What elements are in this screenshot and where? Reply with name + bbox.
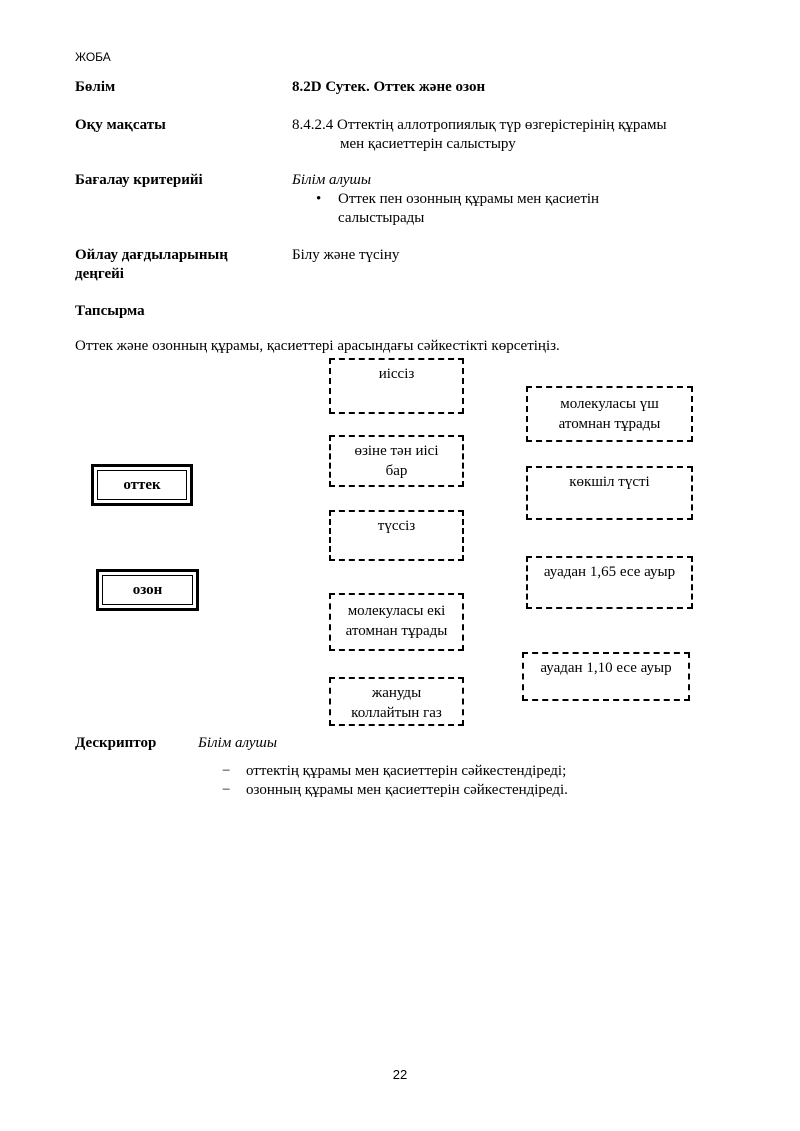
thinking-value: Білу және түсіну: [292, 247, 400, 263]
task-heading: Тапсырма: [75, 303, 145, 319]
property-two-atoms-line1: молекуласы екі: [347, 603, 446, 619]
property-own-smell-line2: бар: [385, 463, 408, 479]
property-three-atoms-line2: атомнан тұрады: [558, 416, 661, 432]
ozone-label: озон: [102, 575, 193, 605]
descriptor-item: [222, 781, 568, 800]
criteria-bullet-line1: Оттек пен озонның құрамы мен қасиетін: [338, 191, 600, 207]
property-colorless-box: [329, 510, 464, 561]
property-two-atoms-box: [329, 593, 464, 651]
property-heavier-110-text: ауадан 1,10 есе ауыр: [540, 660, 672, 676]
property-bluish-box: [526, 466, 693, 520]
descriptor-item-text: оттектің құрамы мен қасиеттерін сәйкестендіреді;: [246, 763, 567, 779]
property-three-atoms-box: [526, 386, 693, 442]
bullet-icon: •: [316, 191, 322, 207]
objective-value-line2: мен қасиеттерін салыстыру: [340, 136, 516, 152]
objective-label: Оқу мақсаты: [75, 117, 166, 133]
task-text: Оттек және озонның құрамы, қасиеттері арасындағы сәйкестікті көрсетіңіз.: [75, 338, 560, 354]
ozone-box: [96, 569, 199, 611]
property-heavier-165-box: [526, 556, 693, 609]
objective-value-line1: 8.4.2.4 Оттектің аллотропиялық түр өзгерістерінің құрамы: [292, 117, 667, 133]
dash-icon: −: [222, 782, 231, 798]
dash-icon: −: [222, 763, 231, 779]
objective-value: [292, 116, 667, 154]
draft-mark: ЖОБА: [75, 50, 111, 64]
property-heavier-110-box: [522, 652, 690, 701]
criteria-label: Бағалау критерийі: [75, 172, 203, 188]
descriptor-subtitle: Білім алушы: [198, 735, 278, 751]
property-odorless-text: иіссіз: [378, 366, 415, 382]
page-number: 22: [392, 1067, 408, 1082]
property-own-smell-line1: өзіне тән иісі: [354, 443, 439, 459]
property-combustion-line1: жануды: [371, 685, 422, 701]
property-heavier-165-text: ауадан 1,65 есе ауыр: [543, 564, 676, 580]
property-odorless-box: [329, 358, 464, 414]
descriptor-label: Дескриптор: [75, 735, 157, 751]
thinking-label-line2: деңгейі: [75, 266, 124, 282]
descriptor-item: [222, 762, 566, 781]
descriptor-item-text: озонның құрамы мен қасиеттерін сәйкестендіреді.: [246, 782, 568, 798]
criteria-bullet-item: [316, 190, 646, 228]
criteria-subtitle: Білім алушы: [292, 172, 372, 188]
oxygen-box: [91, 464, 193, 506]
thinking-label-line1: Ойлау дағдыларының: [75, 247, 228, 263]
property-bluish-text: көкшіл түсті: [569, 474, 650, 490]
criteria-bullet-line2: салыстырады: [338, 210, 425, 226]
section-value: 8.2D Сутек. Оттек және озон: [292, 79, 486, 95]
property-combustion-line2: коллайтын газ: [351, 705, 442, 721]
thinking-label: [75, 246, 228, 284]
property-colorless-text: түссіз: [377, 518, 416, 534]
property-combustion-box: [329, 677, 464, 726]
section-label: Бөлім: [75, 79, 116, 95]
property-own-smell-box: [329, 435, 464, 487]
property-three-atoms-line1: молекуласы үш: [560, 396, 659, 412]
property-two-atoms-line2: атомнан тұрады: [345, 623, 448, 639]
oxygen-label: оттек: [97, 470, 187, 500]
